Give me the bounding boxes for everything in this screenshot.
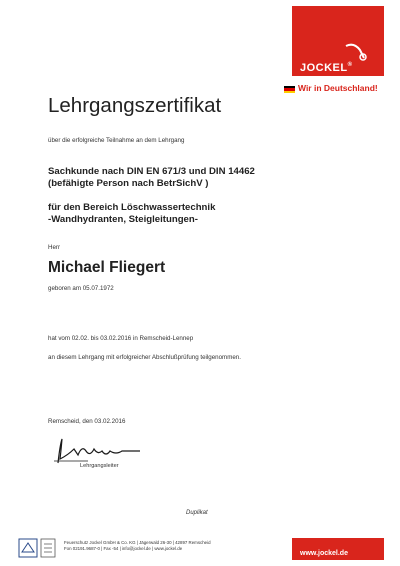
signer-role: Lehrgangsleiter — [80, 463, 119, 469]
german-flag-icon — [284, 86, 295, 93]
area-line-2: -Wandhydranten, Steigleitungen- — [48, 214, 198, 225]
footer-address — [64, 540, 211, 552]
logo-wordmark — [300, 62, 353, 74]
logo-symbol-icon — [342, 42, 370, 62]
recipient-name: Michael Fliegert — [48, 259, 166, 276]
course-line-2: (befähigte Person nach BetrSichV ) — [48, 178, 209, 189]
quality-seal-icon — [40, 538, 56, 558]
duplicate-note: Duplikat — [186, 510, 208, 516]
footer-line-2: Fon 02191.9687-0 | Fax -54 | info@jockel.de | www.jockel.de — [64, 546, 183, 551]
footer-line-1: Feuerschutz Jockel GmbH & Co. KG | Jägerwald 26-30 | 42897 Remscheid — [64, 540, 211, 545]
course-area — [48, 202, 215, 226]
certificate-subtitle: über die erfolgreiche Teilnahme an dem Lehrgang — [48, 137, 185, 144]
course-line-1: Sachkunde nach DIN EN 671/3 und DIN 14462 — [48, 166, 255, 177]
completion-statement: an diesem Lehrgang mit erfolgreicher Abschlußprüfung teilgenommen. — [48, 354, 241, 361]
area-line-1: für den Bereich Löschwassertechnik — [48, 202, 216, 213]
place-and-date: Remscheid, den 03.02.2016 — [48, 418, 126, 425]
course-period: hat vom 02.02. bis 03.02.2016 in Remscheid-Lennep — [48, 335, 194, 342]
course-title — [48, 166, 255, 190]
certificate-title: Lehrgangszertifikat — [48, 94, 222, 117]
registered-mark: ® — [347, 62, 353, 68]
logo-text: JOCKEL — [300, 62, 348, 74]
birth-date: geboren am 05.07.1972 — [48, 285, 114, 292]
salutation: Herr — [48, 244, 61, 251]
certification-seal-icon — [18, 538, 38, 558]
signature-icon — [48, 435, 148, 465]
website-link[interactable]: www.jockel.de — [300, 550, 348, 557]
slogan: Wir in Deutschland! — [298, 83, 378, 93]
